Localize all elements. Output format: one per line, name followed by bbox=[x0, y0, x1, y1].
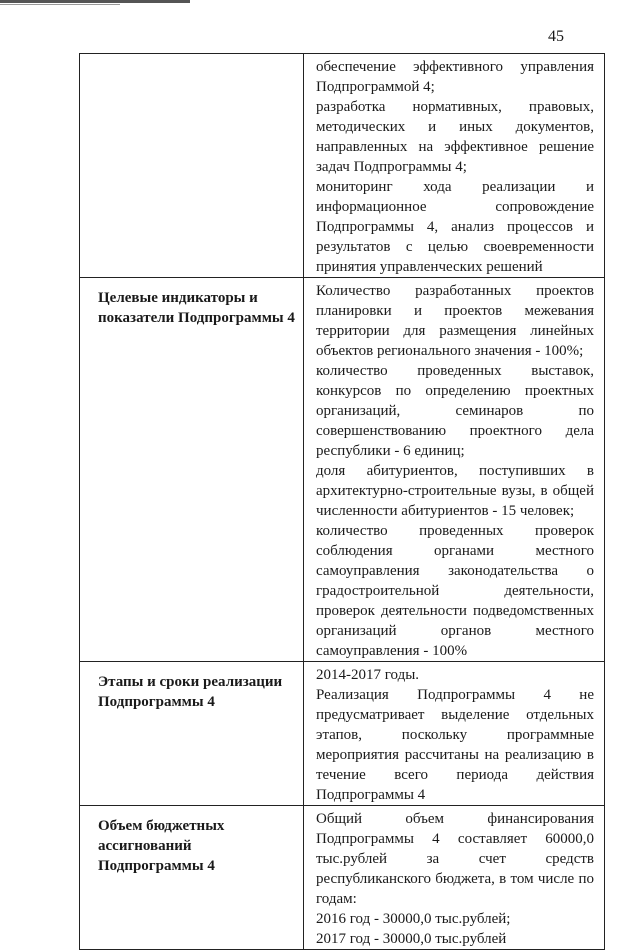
content-paragraph: обеспечение эффективного управления Подпрограммой 4; bbox=[316, 59, 594, 95]
row-label: Объем бюджетных ассигнований Подпрограммы 4 bbox=[80, 806, 304, 950]
row-content bbox=[304, 662, 605, 806]
table-row bbox=[80, 806, 605, 950]
row-label: Этапы и сроки реализации Подпрограммы 4 bbox=[80, 662, 304, 806]
content-paragraph: 2017 год - 30000,0 тыс.рублей bbox=[316, 931, 507, 947]
content-paragraph: 2014-2017 годы. bbox=[316, 667, 420, 683]
content-paragraph: Реализация Подпрограммы 4 не предусматривает выделение отдельных этапов, поскольку программные мероприятия рассчитаны на реализацию в течение всего периода действия Подпрограммы 4 bbox=[316, 687, 594, 803]
content-paragraph: доля абитуриентов, поступивших в архитектурно-строительные вузы, в общей численности абитуриентов - 15 человек; bbox=[316, 463, 594, 519]
row-content bbox=[304, 278, 605, 662]
content-paragraph: количество проведенных проверок соблюдения органами местного самоуправления законодательства о градостроительной деятельности, проверок деятельности подведомственных организаций органов местного самоуправления - 100% bbox=[316, 523, 594, 659]
table-row bbox=[80, 662, 605, 806]
table-row bbox=[80, 278, 605, 662]
row-label bbox=[80, 54, 304, 278]
content-paragraph: мониторинг хода реализации и информационное сопровождение Подпрограммы 4, анализ процессов и результатов с целью своевременности принятия управленческих решений bbox=[316, 179, 594, 275]
row-label: Целевые индикаторы и показатели Подпрограммы 4 bbox=[80, 278, 304, 662]
top-rule bbox=[0, 0, 190, 3]
page-number: 45 bbox=[548, 28, 564, 45]
top-rule-secondary bbox=[0, 4, 120, 5]
passport-table bbox=[79, 53, 605, 950]
row-content bbox=[304, 54, 605, 278]
table-row bbox=[80, 54, 605, 278]
row-content bbox=[304, 806, 605, 950]
content-paragraph: количество проведенных выставок, конкурсов по определению проектных организаций, семинаров по совершенствованию проектного дела республики - 6 единиц; bbox=[316, 363, 594, 459]
content-paragraph: Общий объем финансирования Подпрограммы 4 составляет 60000,0 тыс.рублей за счет средств республиканского бюджета, в том числе по годам: bbox=[316, 811, 594, 907]
content-paragraph: Количество разработанных проектов планировки и проектов межевания территории для размещения линейных объектов регионального значения - 100%; bbox=[316, 283, 594, 359]
content-paragraph: 2016 год - 30000,0 тыс.рублей; bbox=[316, 911, 511, 927]
content-paragraph: разработка нормативных, правовых, методических и иных документов, направленных на эффективное решение задач Подпрограммы 4; bbox=[316, 99, 594, 175]
